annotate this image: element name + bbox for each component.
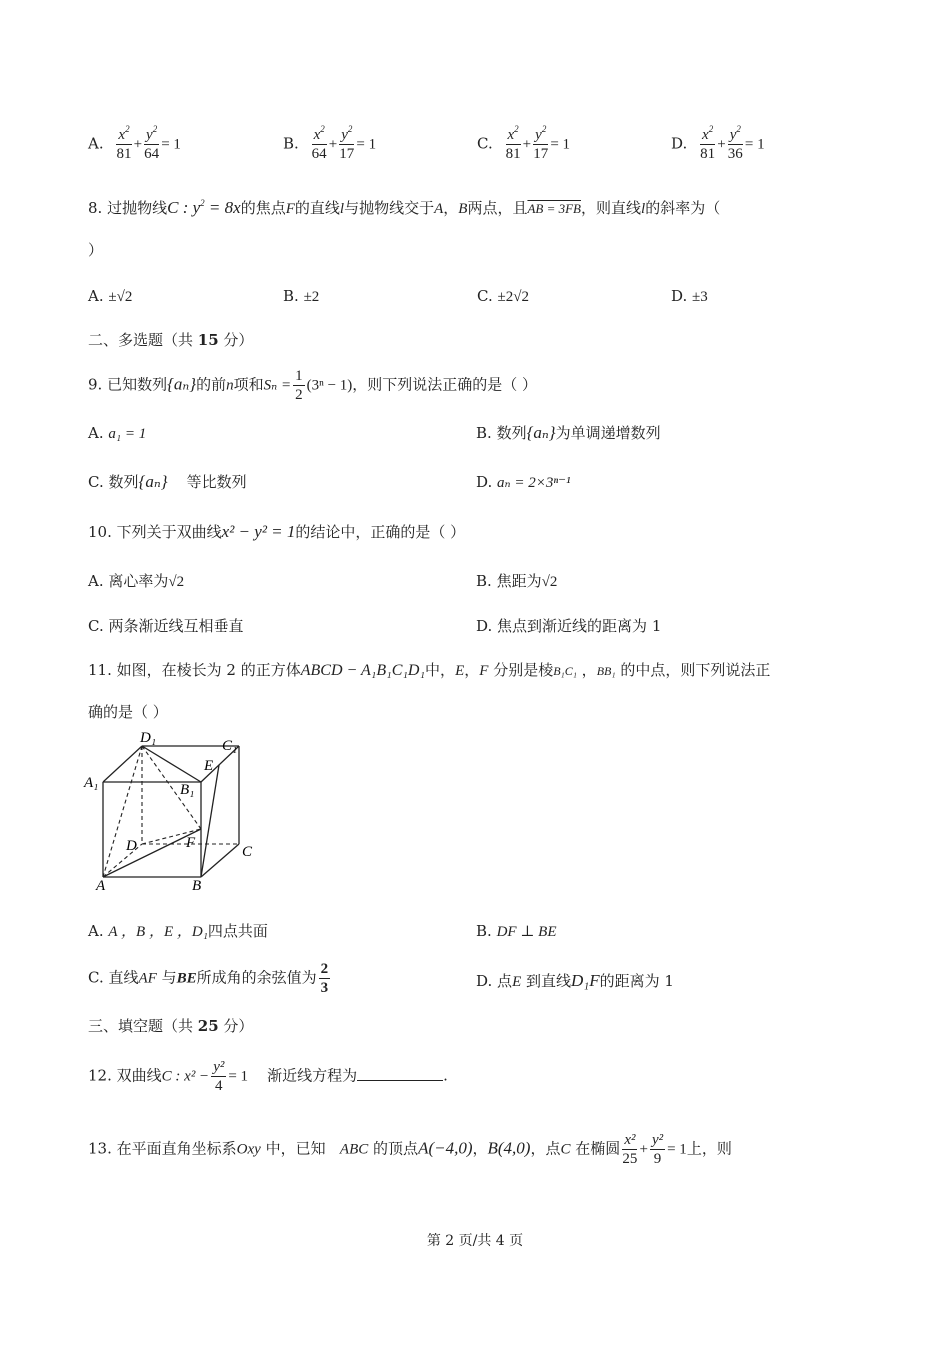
q10-stem: 10. 下列关于双曲线x² − y² = 1的结论中，正确的是（ ） (88, 522, 466, 541)
q11-stem: 11. 如图，在棱长为 2 的正方体ABCD − A₁B₁C₁D₁中，E，F 分别是棱B₁C₁ ，BB₁ 的中点，则下列说法正 (88, 661, 771, 679)
q7-option-b: B. $\frac{x^2}{64}$ + $\frac{y^2}{17}$ = 1 (283, 124, 377, 162)
label-e: E (204, 758, 214, 774)
q10-option-b: B. 焦距为√2 (476, 572, 558, 590)
q9-option-d: D. aₙ = 2×3ⁿ⁻¹ (476, 473, 571, 491)
segment-d1-b1 (142, 746, 201, 782)
label-a1: A₁ (84, 775, 99, 791)
edge-a1-d1 (103, 746, 142, 782)
q13-stem: 13. 在平面直角坐标系Oxy 中，已知 ABC 的顶点A(−4,0)，B(4,0)，点C 在椭圆 $\frac{\text{x²}}{25}$ + $\frac{\text{y²}}{9}$ = 1上，则 (88, 1132, 732, 1167)
q8-option-b: B. ±2 (283, 287, 320, 305)
answer-blank[interactable] (357, 1066, 443, 1081)
q11-stem-line2: 确的是（ ） (88, 703, 168, 721)
section-heading-multiple-choice: 二、多选题（共 15 分） (88, 331, 254, 349)
q8-option-d: D. ±3 (671, 287, 708, 305)
label-b: B (192, 878, 202, 894)
q8-option-a: A. ±√2 (88, 287, 133, 305)
q10-option-a: A. 离心率为√2 (88, 572, 185, 590)
segment-d1-a (103, 746, 142, 877)
q11-option-b: B. DF ⊥ BE (476, 922, 557, 940)
q9-option-b: B. 数列{aₙ}为单调递增数列 (476, 423, 661, 442)
label-b1: B₁ (180, 782, 195, 798)
q12-stem: 12. 双曲线C : x² − $\frac{\text{y²}}{4}$ = 1 渐近线方程为 . (88, 1059, 448, 1094)
q11-option-a: A. A ，B ，E ，D₁四点共面 (88, 922, 268, 940)
label-f: F (186, 835, 196, 851)
page-footer: 第 2 页/共 4 页 (426, 1233, 524, 1249)
q7-option-a: A. $\frac{x^2}{81}$ + $\frac{y^2}{64}$ = 1 (88, 124, 181, 162)
q9-option-a: A. a₁ = 1 (88, 424, 147, 442)
section-heading-fill-in: 三、填空题（共 25 分） (88, 1017, 254, 1035)
label-a: A (96, 878, 106, 894)
q9-option-c: C. 数列{aₙ} 等比数列 (88, 472, 247, 491)
segment-b-e (201, 765, 219, 877)
q11-option-d: D. 点E 到直线D₁F的距离为 1 (476, 971, 674, 990)
q7-option-d: D. $\frac{x^2}{81}$ + $\frac{y^2}{36}$ = 1 (671, 124, 765, 162)
q8-stem: 8. 过抛物线C : $y^2 = 8x$的焦点F的直线l与抛物线交于A，B两点，且AB = 3FB，则直线l的斜率为（ (88, 198, 721, 217)
q9-stem: 9. 已知数列{aₙ}的前n项和Sₙ = $\frac{1}{2}$ (3ⁿ − 1)，则下列说法正确的是（ ） (88, 368, 538, 403)
q10-option-d: D. 焦点到渐近线的距离为 1 (476, 617, 662, 635)
label-c1: C₁ (222, 738, 238, 754)
label-c: C (242, 844, 253, 860)
q8-option-c: C. ±2√2 (477, 287, 529, 305)
q10-option-c: C. 两条渐近线互相垂直 (88, 617, 244, 635)
q11-option-c: C. 直线AF 与BE所成角的余弦值为 $\frac{2}{3}$ (88, 961, 329, 996)
label-d: D (126, 838, 137, 854)
q8-stem-line2: ） (88, 241, 104, 259)
q7-option-c: C. $\frac{x^2}{81}$ + $\frac{y^2}{17}$ = 1 (477, 124, 571, 162)
edge-b-c (201, 844, 239, 877)
cube-figure (82, 732, 272, 897)
label-d1: D₁ (140, 732, 157, 746)
